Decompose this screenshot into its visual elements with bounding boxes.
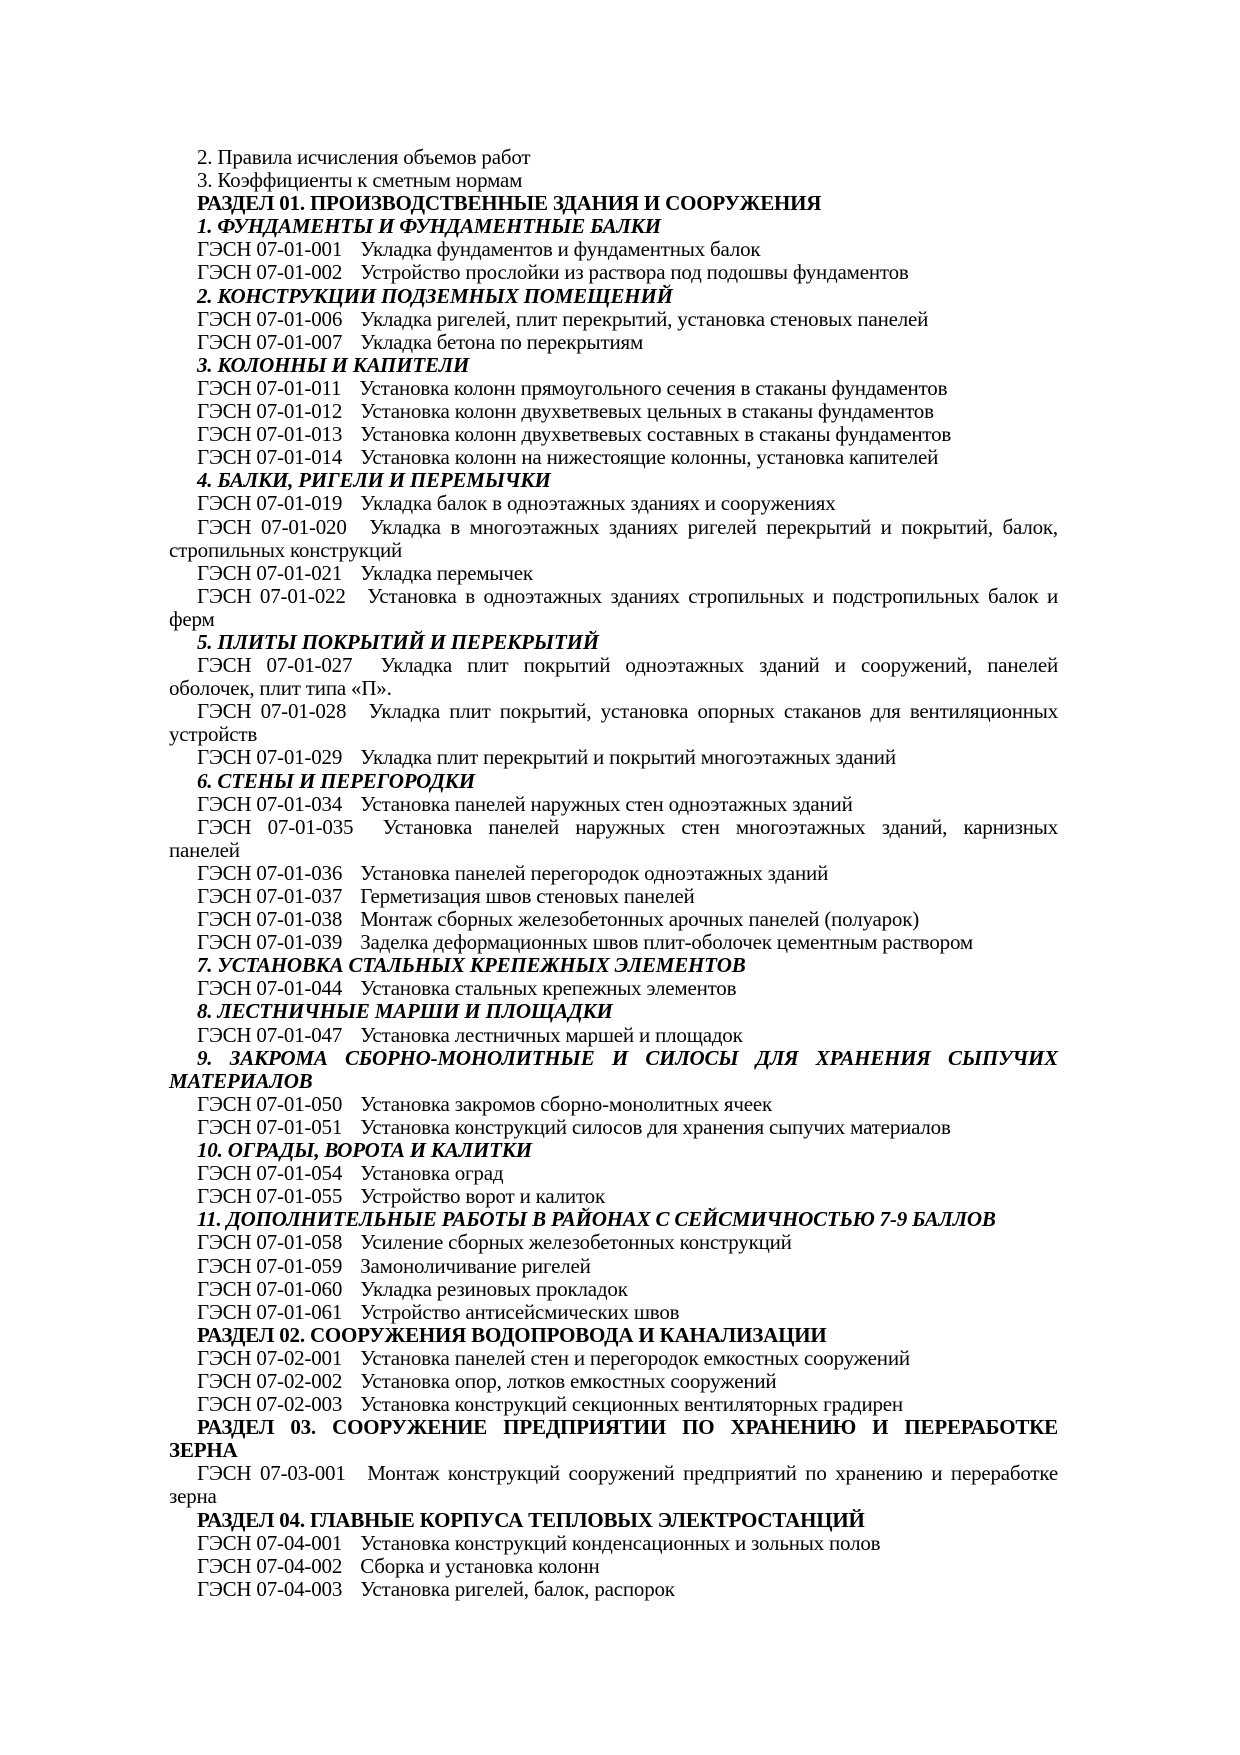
text-line: [169, 1462, 1058, 1485]
entry-code: ГЭСН 07-01-028: [197, 699, 347, 724]
text-line: [169, 1093, 1058, 1116]
text-line: [169, 261, 1058, 284]
entry-code: ГЭСН 07-04-003: [197, 1576, 343, 1601]
text-line: [169, 169, 1058, 192]
text-line: [169, 1208, 1058, 1231]
entry-code: ГЭСН 07-01-014: [197, 445, 343, 470]
text-line: [169, 1231, 1058, 1254]
text-line: [169, 1578, 1058, 1601]
list-entry: [169, 261, 1058, 284]
entry-code: ГЭСН 07-01-020: [197, 514, 347, 539]
text-line: [169, 1000, 1058, 1023]
entry-code: ГЭСН 07-02-003: [197, 1392, 343, 1417]
text-line: [169, 1532, 1058, 1555]
entry-code: ГЭСН 07-01-027: [197, 653, 353, 678]
text-line: [169, 516, 1058, 539]
entry-title-continuation: устройств: [169, 722, 258, 747]
text-line: [169, 977, 1058, 1000]
entry-title: Сборка и установка колонн: [360, 1553, 600, 1578]
entry-code: ГЭСН 07-01-036: [197, 860, 343, 885]
entry-title: Укладка перемычек: [360, 560, 533, 585]
text-line: [169, 885, 1058, 908]
text-line: [169, 192, 1058, 215]
list-entry: [169, 1116, 1058, 1139]
list-entry: [169, 562, 1058, 585]
text-line: [169, 816, 1058, 839]
list-entry: [169, 585, 1058, 631]
entry-code: ГЭСН 07-01-007: [197, 329, 343, 354]
entry-title: Укладка плит покрытий, установка опорных стаканов для вентиляционных: [368, 699, 1058, 724]
entry-title: Устройство ворот и калиток: [360, 1184, 605, 1209]
text-line: [169, 308, 1058, 331]
entry-title: Укладка ригелей, плит перекрытий, установка стеновых панелей: [360, 306, 929, 331]
entry-title: Замоноличивание ригелей: [360, 1253, 591, 1278]
heading-text: РАЗДЕЛ 02. СООРУЖЕНИЯ ВОДОПРОВОДА И КАНАЛИЗАЦИИ: [197, 1322, 827, 1347]
entry-title: Установка в одноэтажных зданиях стропильных и подстропильных балок и: [367, 583, 1058, 608]
text-line: [169, 1324, 1058, 1347]
heading-text: 4. БАЛКИ, РИГЕЛИ И ПЕРЕМЫЧКИ: [197, 468, 551, 493]
list-entry: [169, 1278, 1058, 1301]
text-line: [169, 1278, 1058, 1301]
text-line: [169, 562, 1058, 585]
entry-code: ГЭСН 07-04-002: [197, 1553, 343, 1578]
subsection-heading: [169, 631, 1058, 654]
list-entry: [169, 308, 1058, 331]
text-line: [169, 446, 1058, 469]
heading-text: 10. ОГРАДЫ, ВОРОТА И КАЛИТКИ: [197, 1138, 532, 1163]
entry-title: Установка колонн прямоугольного сечения в стаканы фундаментов: [359, 375, 948, 400]
subsection-heading: [169, 469, 1058, 492]
list-entry: [169, 793, 1058, 816]
list-entry: [169, 377, 1058, 400]
entry-code: ГЭСН 07-01-058: [197, 1230, 343, 1255]
text-line: [169, 146, 1058, 169]
entry-title: Установка оград: [360, 1161, 504, 1186]
text-line: [169, 631, 1058, 654]
entry-title: Заделка деформационных швов плит-оболочек цементным раствором: [360, 930, 973, 955]
entry-title: Установка ригелей, балок, распорок: [360, 1576, 675, 1601]
entry-title: Устройство прослойки из раствора под подошвы фундаментов: [360, 260, 909, 285]
list-entry: [169, 1532, 1058, 1555]
entry-title-continuation: зерна: [169, 1484, 217, 1509]
text-line: [169, 585, 1058, 608]
entry-title-continuation: ферм: [169, 606, 215, 631]
intro-line: [169, 169, 1058, 192]
entry-code: ГЭСН 07-03-001: [197, 1461, 346, 1486]
text-line: [169, 723, 1058, 746]
heading-text: 9. ЗАКРОМА СБОРНО-МОНОЛИТНЫЕ И СИЛОСЫ ДЛЯ ХРАНЕНИЯ СЫПУЧИХ: [197, 1045, 1058, 1070]
text-line: [169, 839, 1058, 862]
entry-title: Установка лестничных маршей и площадок: [360, 1022, 743, 1047]
entry-title: Монтаж сборных железобетонных арочных панелей (полуарок): [360, 907, 920, 932]
text-line: [169, 492, 1058, 515]
entry-title-continuation: оболочек, плит типа «П».: [169, 676, 392, 701]
heading-text: 2. Правила исчисления объемов работ: [197, 145, 531, 169]
list-entry: [169, 331, 1058, 354]
text-line: [169, 1185, 1058, 1208]
entry-title: Укладка балок в одноэтажных зданиях и сооружениях: [360, 491, 836, 516]
text-line: [169, 1162, 1058, 1185]
entry-code: ГЭСН 07-01-059: [197, 1253, 343, 1278]
entry-code: ГЭСН 07-01-060: [197, 1276, 343, 1301]
entry-code: ГЭСН 07-01-012: [197, 399, 343, 424]
text-line: [169, 1555, 1058, 1578]
section-heading: [169, 1324, 1058, 1347]
text-line: [169, 400, 1058, 423]
entry-code: ГЭСН 07-01-006: [197, 306, 343, 331]
section-heading: [169, 192, 1058, 215]
entry-title: Герметизация швов стеновых панелей: [360, 884, 695, 908]
entry-code: ГЭСН 07-01-044: [197, 976, 343, 1001]
text-line: [169, 331, 1058, 354]
list-entry: [169, 1393, 1058, 1416]
text-line: [169, 1509, 1058, 1532]
list-entry: [169, 885, 1058, 908]
entry-code: ГЭСН 07-02-002: [197, 1368, 343, 1393]
entry-title: Установка панелей наружных стен многоэтажных зданий, карнизных: [382, 814, 1058, 839]
entry-code: ГЭСН 07-01-038: [197, 907, 343, 932]
list-entry: [169, 1462, 1058, 1508]
list-entry: [169, 400, 1058, 423]
text-line: [169, 285, 1058, 308]
subsection-heading: [169, 1139, 1058, 1162]
entry-title: Усиление сборных железобетонных конструкций: [360, 1230, 792, 1255]
entry-title: Установка колонн двухветвевых составных в стаканы фундаментов: [360, 422, 952, 447]
list-entry: [169, 931, 1058, 954]
list-entry: [169, 816, 1058, 862]
entry-title: Установка колонн двухветвевых цельных в стаканы фундаментов: [360, 399, 934, 424]
intro-line: [169, 146, 1058, 169]
subsection-heading: [169, 354, 1058, 377]
heading-text: 6. СТЕНЫ И ПЕРЕГОРОДКИ: [197, 768, 475, 793]
text-line: [169, 862, 1058, 885]
text-line: [169, 1047, 1058, 1070]
text-line: [169, 238, 1058, 261]
text-line: [169, 770, 1058, 793]
heading-text: 7. УСТАНОВКА СТАЛЬНЫХ КРЕПЕЖНЫХ ЭЛЕМЕНТОВ: [197, 953, 746, 978]
subsection-heading: [169, 1000, 1058, 1023]
text-line: [169, 1439, 1058, 1462]
list-entry: [169, 1347, 1058, 1370]
text-line: [169, 354, 1058, 377]
entry-code: ГЭСН 07-01-050: [197, 1091, 343, 1116]
entry-code: ГЭСН 07-01-001: [197, 237, 343, 262]
text-line: [169, 793, 1058, 816]
list-entry: [169, 1301, 1058, 1324]
entry-title: Укладка в многоэтажных зданиях ригелей перекрытий и покрытий, балок,: [369, 514, 1058, 539]
text-line: [169, 215, 1058, 238]
heading-text: 3. Коэффициенты к сметным нормам: [197, 168, 523, 193]
heading-text: 5. ПЛИТЫ ПОКРЫТИЙ И ПЕРЕКРЫТИЙ: [197, 629, 599, 654]
entry-code: ГЭСН 07-01-002: [197, 260, 343, 285]
text-line: [169, 1416, 1058, 1439]
heading-text: РАЗДЕЛ 01. ПРОИЗВОДСТВЕННЫЕ ЗДАНИЯ И СООРУЖЕНИЯ: [197, 191, 822, 216]
text-line: [169, 954, 1058, 977]
entry-code: ГЭСН 07-01-022: [197, 583, 346, 608]
entry-code: ГЭСН 07-01-061: [197, 1299, 343, 1324]
list-entry: [169, 1162, 1058, 1185]
entry-code: ГЭСН 07-01-013: [197, 422, 343, 447]
text-line: [169, 377, 1058, 400]
text-line: [169, 1347, 1058, 1370]
entry-title: Укладка плит перекрытий и покрытий многоэтажных зданий: [360, 745, 896, 770]
toc-list: [169, 146, 1058, 1601]
list-entry: [169, 977, 1058, 1000]
list-entry: [169, 1231, 1058, 1254]
text-line: [169, 931, 1058, 954]
text-line: [169, 654, 1058, 677]
subsection-heading: [169, 285, 1058, 308]
entry-code: ГЭСН 07-01-011: [197, 375, 342, 400]
entry-title: Установка опор, лотков емкостных сооружений: [360, 1368, 777, 1393]
entry-code: ГЭСН 07-01-039: [197, 930, 343, 955]
entry-code: ГЭСН 07-01-051: [197, 1114, 343, 1139]
entry-code: ГЭСН 07-01-054: [197, 1161, 343, 1186]
text-line: [169, 1070, 1058, 1093]
entry-title: Укладка резиновых прокладок: [360, 1276, 628, 1301]
heading-text: 3. КОЛОННЫ И КАПИТЕЛИ: [197, 352, 470, 377]
entry-code: ГЭСН 07-01-047: [197, 1022, 343, 1047]
heading-text: РАЗДЕЛ 03. СООРУЖЕНИЕ ПРЕДПРИЯТИИ ПО ХРАНЕНИЮ И ПЕРЕРАБОТКЕ: [197, 1415, 1058, 1440]
list-entry: [169, 700, 1058, 746]
entry-code: ГЭСН 07-01-034: [197, 791, 343, 816]
entry-title: Устройство антисейсмических швов: [360, 1299, 680, 1324]
entry-title: Установка колонн на нижестоящие колонны, установка капителей: [360, 445, 939, 470]
entry-code: ГЭСН 07-04-001: [197, 1530, 343, 1555]
list-entry: [169, 446, 1058, 469]
list-entry: [169, 746, 1058, 769]
heading-text: 11. ДОПОЛНИТЕЛЬНЫЕ РАБОТЫ В РАЙОНАХ С СЕЙСМИЧНОСТЬЮ 7-9 БАЛЛОВ: [197, 1207, 996, 1232]
text-line: [169, 1255, 1058, 1278]
entry-title: Установка закромов сборно-монолитных ячеек: [360, 1091, 772, 1116]
entry-title: Установка панелей наружных стен одноэтажных зданий: [360, 791, 853, 816]
subsection-heading: [169, 215, 1058, 238]
entry-title: Установка конструкций секционных вентиляторных градирен: [360, 1392, 903, 1417]
heading-text: 8. ЛЕСТНИЧНЫЕ МАРШИ И ПЛОЩАДКИ: [197, 999, 613, 1024]
list-entry: [169, 1555, 1058, 1578]
text-line: [169, 1139, 1058, 1162]
list-entry: [169, 1255, 1058, 1278]
entry-title: Укладка плит покрытий одноэтажных зданий и сооружений, панелей: [380, 653, 1058, 678]
heading-text: 1. ФУНДАМЕНТЫ И ФУНДАМЕНТНЫЕ БАЛКИ: [197, 214, 661, 239]
list-entry: [169, 516, 1058, 562]
list-entry: [169, 492, 1058, 515]
list-entry: [169, 862, 1058, 885]
heading-text: ЗЕРНА: [169, 1438, 238, 1463]
text-line: [169, 1393, 1058, 1416]
entry-title-continuation: стропильных конструкций: [169, 537, 403, 562]
list-entry: [169, 1185, 1058, 1208]
text-line: [169, 746, 1058, 769]
subsection-heading: [169, 770, 1058, 793]
text-line: [169, 423, 1058, 446]
section-heading: [169, 1509, 1058, 1532]
list-entry: [169, 1370, 1058, 1393]
text-line: [169, 1301, 1058, 1324]
list-entry: [169, 238, 1058, 261]
entry-title: Установка панелей перегородок одноэтажных зданий: [360, 860, 829, 885]
section-heading: [169, 1416, 1058, 1462]
list-entry: [169, 1578, 1058, 1601]
entry-title: Установка конструкций силосов для хранения сыпучих материалов: [360, 1114, 951, 1139]
entry-title: Монтаж конструкций сооружений предприятий по хранению и переработке: [367, 1461, 1058, 1486]
text-line: [169, 1116, 1058, 1139]
entry-code: ГЭСН 07-01-035: [197, 814, 354, 839]
entry-title: Установка конструкций конденсационных и зольных полов: [360, 1530, 881, 1555]
heading-text: 2. КОНСТРУКЦИИ ПОДЗЕМНЫХ ПОМЕЩЕНИЙ: [197, 283, 673, 308]
text-line: [169, 677, 1058, 700]
text-line: [169, 608, 1058, 631]
entry-code: ГЭСН 07-01-037: [197, 884, 343, 908]
subsection-heading: [169, 954, 1058, 977]
text-line: [169, 1485, 1058, 1508]
list-entry: [169, 423, 1058, 446]
entry-title-continuation: панелей: [169, 837, 240, 862]
subsection-heading: [169, 1047, 1058, 1093]
list-entry: [169, 1093, 1058, 1116]
entry-title: Укладка фундаментов и фундаментных балок: [360, 237, 761, 262]
entry-title: Укладка бетона по перекрытиям: [360, 329, 644, 354]
text-line: [169, 539, 1058, 562]
text-line: [169, 908, 1058, 931]
entry-code: ГЭСН 07-02-001: [197, 1345, 343, 1370]
entry-code: ГЭСН 07-01-055: [197, 1184, 343, 1209]
entry-code: ГЭСН 07-01-019: [197, 491, 343, 516]
list-entry: [169, 654, 1058, 700]
entry-title: Установка панелей стен и перегородок емкостных сооружений: [360, 1345, 910, 1370]
entry-code: ГЭСН 07-01-029: [197, 745, 343, 770]
heading-text: РАЗДЕЛ 04. ГЛАВНЫЕ КОРПУСА ТЕПЛОВЫХ ЭЛЕКТРОСТАНЦИЙ: [197, 1507, 865, 1532]
list-entry: [169, 908, 1058, 931]
text-line: [169, 1024, 1058, 1047]
subsection-heading: [169, 1208, 1058, 1231]
heading-text: МАТЕРИАЛОВ: [169, 1068, 313, 1093]
text-line: [169, 700, 1058, 723]
list-entry: [169, 1024, 1058, 1047]
entry-title: Установка стальных крепежных элементов: [360, 976, 737, 1001]
entry-code: ГЭСН 07-01-021: [197, 560, 343, 585]
text-line: [169, 469, 1058, 492]
text-line: [169, 1370, 1058, 1393]
